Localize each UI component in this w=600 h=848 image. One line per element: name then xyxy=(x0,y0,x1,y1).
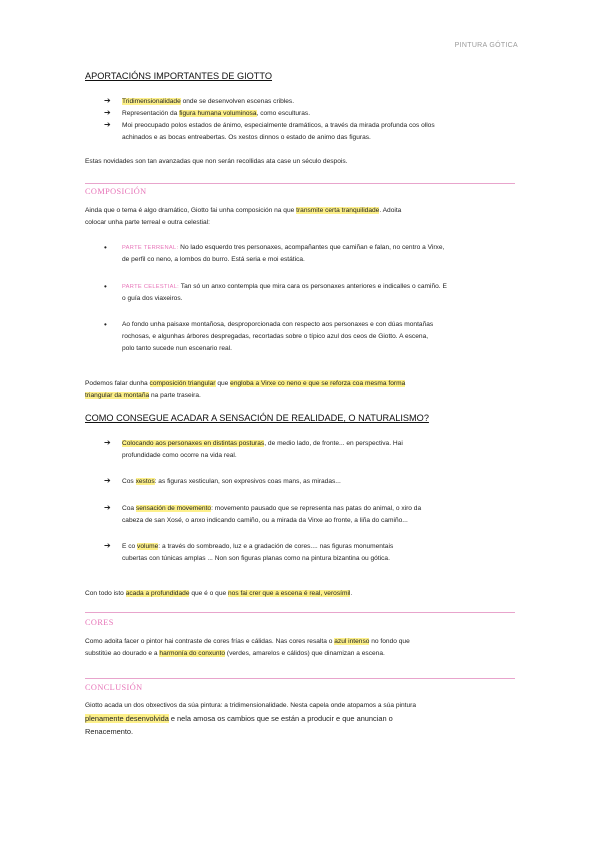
bullet-item: • Ao fondo unha paisaxe montañosa, desproporcionada con respecto aos personaxes e con dúas montañas rochosas, e algunhas árbores despregadas, recortadas sobre o típico azul dos ceos de Giotto. A escena, polo tanto sucede nun escenario real. xyxy=(104,320,434,353)
arrow-icon: ➔ xyxy=(104,503,111,512)
section-title-aportacions: APORTACIÓNS IMPORTANTES DE GIOTTO xyxy=(85,71,273,81)
bullet-icon: • xyxy=(104,243,107,252)
arrow-icon: ➔ xyxy=(104,120,111,129)
bullet-icon: • xyxy=(104,320,107,329)
section-title-cores: CORES xyxy=(85,618,114,627)
aportacions-note: Estas novidades son tan avanzadas que non serán recollidas ata case un século despois. xyxy=(85,158,348,165)
list-item: ➔ Representación da figura humana voluminosa, como esculturas. xyxy=(104,108,516,120)
section-title-composicion: COMPOSICIÓN xyxy=(85,187,147,196)
bullet-item: • PARTE CELESTIAL: Tan só un anxo contempla que mira cara os personaxes anteriores e indicalles o camiño. E o guía dos viaxeiros. xyxy=(104,282,447,303)
section-divider xyxy=(85,183,515,184)
list-item: ➔ Cos xestos: as figuras xesticulan, son expresivos coas mans, as miradas... xyxy=(104,476,516,488)
arrow-icon: ➔ xyxy=(104,108,111,117)
section-title-naturalismo: COMO CONSEGUE ACADAR A SENSACIÓN DE REALIDADE, O NATURALISMO? xyxy=(85,413,429,423)
list-item: ➔ E co volume: a través do sombreado, luz e a gradación de cores.... nas figuras monumentais cubertas con túnicas amplas ... Non son figuras planas como na pintura bizantina ou gótica. xyxy=(104,541,394,563)
bullet-icon: • xyxy=(104,282,107,291)
bullet-item: • PARTE TERRENAL: No lado esquerdo tres personaxes, acompañantes que camiñan e falan, no centro a Virxe, de perfil co neno, a lombos do burro. Está seria e moi estática. xyxy=(104,243,445,264)
naturalismo-summary: Con todo isto acada a profundidade que é o que nos fai crer que a escena é real, verosímil. xyxy=(85,590,353,597)
composicion-intro: Ainda que o tema é algo dramático, Giotto fai unha composición na que transmite certa tranquilidade. Adoita colocar unha parte terreal e outra celestial: xyxy=(85,207,402,227)
list-item: ➔ Tridimensionalidade onde se desenvolven escenas cribles. xyxy=(104,96,516,108)
conclusion-paragraph: Giotto acada un dos obxectivos da súa pintura: a tridimensionalidade. Nesta capela onde atopamos a súa pintura plenamente desenvolvida e nela amosa os cambios que se están a producir e que anuncian o Renacemento. xyxy=(85,702,416,737)
list-item: ➔ Colocando aos personaxes en distintas posturas, de medio lado, de fronte... en perspectiva. Hai profundidade como ocorre na vida real. xyxy=(104,438,403,460)
section-divider xyxy=(85,612,515,613)
list-item: ➔ Moi preocupado polos estados de ánimo, especialmente dramáticos, a través da mirada profunda cos ollos achinados e as bocas entreabertas. Os xestos dinnos o estado de animo das figuras. xyxy=(104,120,435,142)
page-header: PINTURA GÓTICA xyxy=(454,42,518,49)
arrow-icon: ➔ xyxy=(104,541,111,550)
section-title-conclusion: CONCLUSIÓN xyxy=(85,683,143,692)
arrow-icon: ➔ xyxy=(104,438,111,447)
list-item: ➔ Coa sensación de movemento: movemento pausado que se representa nas patas do animal, o xiro da cabeza de san Xosé, o anxo indicando camiño, ou a mirada da Virxe ao fronte, a liña do camiño... xyxy=(104,503,422,525)
arrow-icon: ➔ xyxy=(104,96,111,105)
composicion-summary: Podemos falar dunha composición triangular que engloba a Virxe co neno e que se reforza coa mesma forma triangular da montaña na parte traseira. xyxy=(85,380,406,400)
section-divider xyxy=(85,678,515,679)
arrow-icon: ➔ xyxy=(104,476,111,485)
cores-paragraph: Como adoita facer o pintor hai contraste de cores frías e cálidas. Nas cores resalta o azul intenso no fondo que substitúe ao dourado e a harmonía do conxunto (verdes, amarelos e cálidos) que dinamizan a escena. xyxy=(85,638,410,658)
